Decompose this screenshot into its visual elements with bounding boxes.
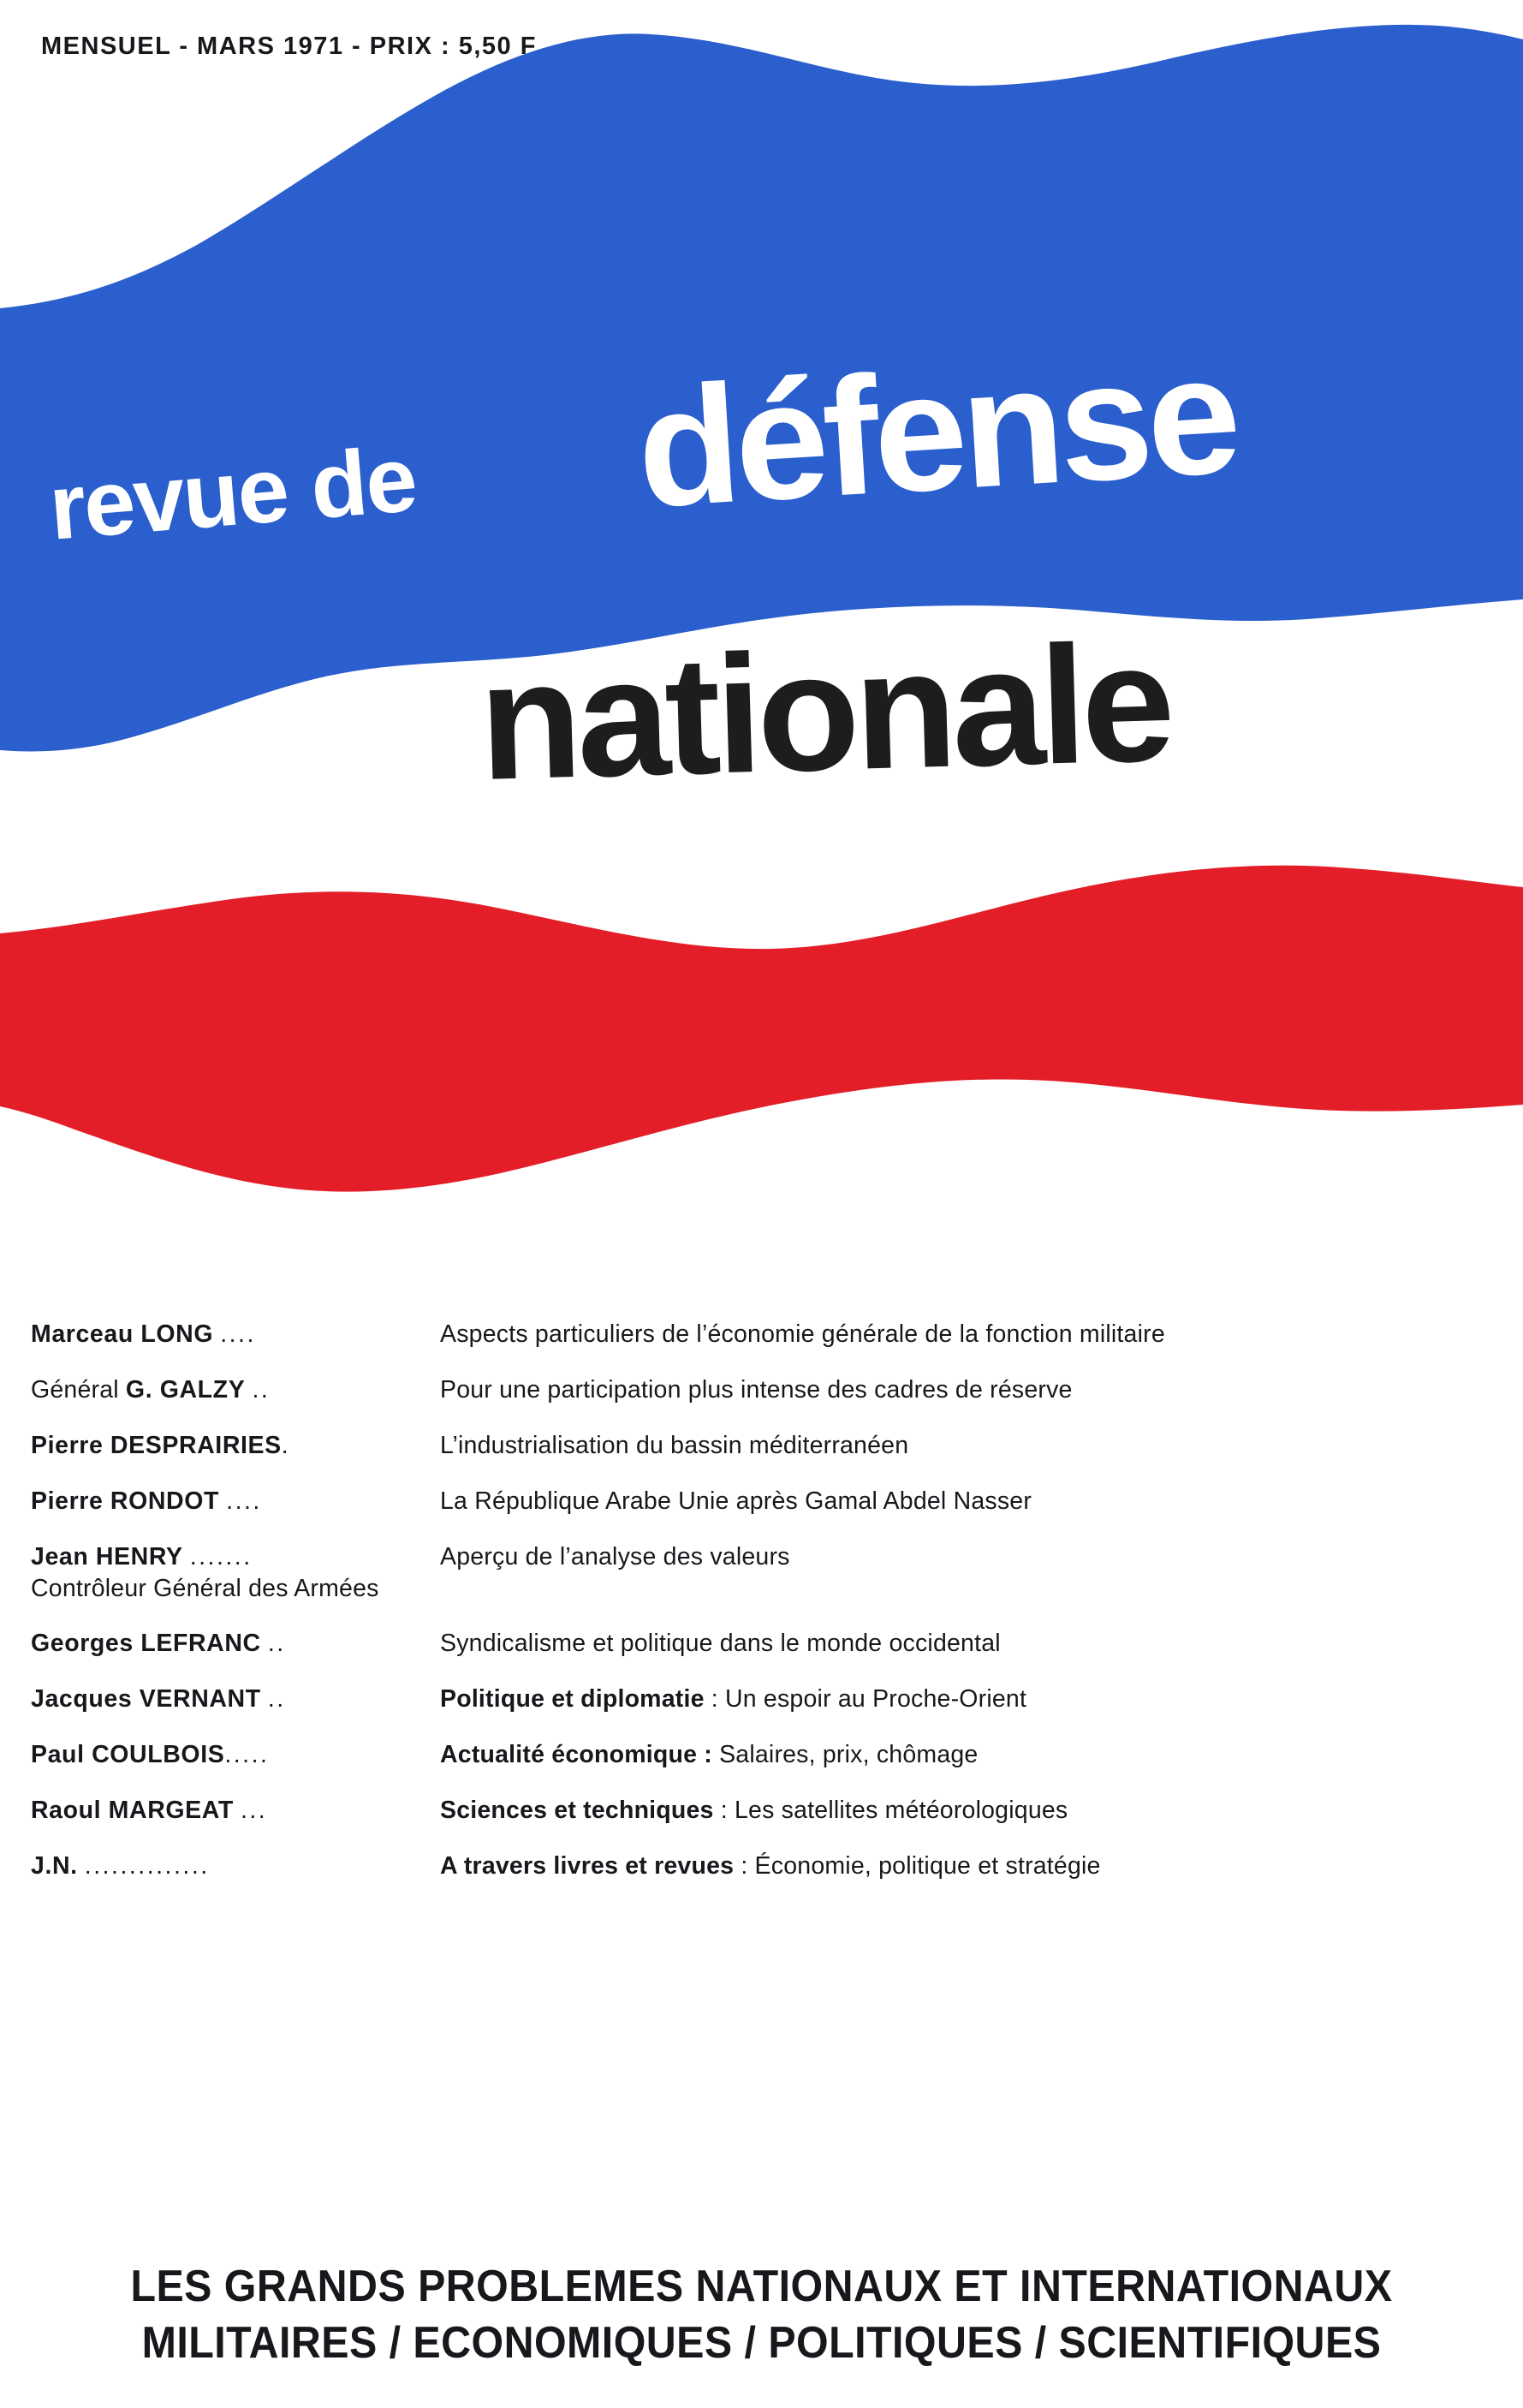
toc-title-lead: Sciences et techniques <box>440 1797 714 1825</box>
toc-author <box>31 1684 440 1714</box>
toc-author-name: Raoul MARGEAT <box>31 1797 234 1825</box>
list-item <box>0 1795 1523 1827</box>
toc-dots: .... <box>226 1487 262 1516</box>
toc-dots: .. <box>252 1376 271 1404</box>
toc-dots: ....... <box>189 1543 253 1571</box>
toc-author-prefix: Général <box>31 1376 126 1404</box>
list-item <box>0 1374 1523 1406</box>
toc-author-name: J.N. <box>31 1852 78 1881</box>
toc-title-lead: Actualité économique : <box>440 1741 712 1769</box>
toc-title-text: : Économie, politique et stratégie <box>734 1852 1101 1881</box>
toc-author <box>31 1739 440 1770</box>
toc-title <box>440 1486 1489 1517</box>
toc-author-name: Jacques VERNANT <box>31 1685 261 1714</box>
toc-author <box>31 1430 440 1461</box>
toc-author-name: Marceau LONG <box>31 1320 214 1348</box>
toc-title-lead: Politique et diplomatie <box>440 1685 705 1714</box>
toc-title <box>440 1319 1489 1350</box>
toc-title-text: Pour une participation plus intense des cadres de réserve <box>440 1376 1073 1404</box>
toc-author-name: Paul COULBOIS <box>31 1741 225 1769</box>
toc-title <box>440 1739 1489 1771</box>
list-item <box>0 1628 1523 1660</box>
toc-author <box>31 1486 440 1517</box>
toc-author <box>31 1851 440 1881</box>
toc-author-name: G. GALZY <box>125 1376 246 1404</box>
toc-dots: .. <box>267 1685 286 1714</box>
footer-strapline <box>0 2258 1523 2372</box>
toc-author <box>31 1795 440 1826</box>
toc-author-name: Jean HENRY <box>31 1543 183 1571</box>
toc-author-name: Pierre DESPRAIRIES <box>31 1432 282 1460</box>
toc-dots: .. <box>267 1630 286 1658</box>
toc-title-text: : Un espoir au Proche-Orient <box>704 1685 1027 1714</box>
toc-title-text: La République Arabe Unie après Gamal Abdel Nasser <box>440 1487 1032 1516</box>
list-item <box>0 1684 1523 1715</box>
footer-line-1: LES GRANDS PROBLEMES NATIONAUX ET INTERNATIONAUX <box>130 2261 1393 2311</box>
toc-author <box>31 1628 440 1659</box>
toc-author-subtitle: Contrôleur Général des Armées <box>31 1574 379 1602</box>
toc-dots: . <box>281 1432 291 1460</box>
toc-title-text: L’industrialisation du bassin méditerranéen <box>440 1432 909 1460</box>
title-word-revue-de: revue de <box>45 426 419 559</box>
toc-title <box>440 1684 1489 1715</box>
toc-title-text: Syndicalisme et politique dans le monde occidental <box>440 1630 1001 1658</box>
footer-line-2: MILITAIRES / ECONOMIQUES / POLITIQUES / SCIENTIFIQUES <box>141 2318 1382 2369</box>
toc-author <box>31 1319 440 1350</box>
toc-author <box>31 1541 440 1604</box>
toc-author <box>31 1374 440 1405</box>
toc-title <box>440 1628 1489 1660</box>
toc-title-text: : Les satellites météorologiques <box>713 1797 1068 1825</box>
toc-title-lead: A travers livres et revues <box>440 1852 735 1881</box>
red-band <box>0 866 1523 1192</box>
toc-title <box>440 1541 1489 1573</box>
toc-title-text: Aperçu de l’analyse des valeurs <box>440 1543 790 1571</box>
list-item <box>0 1541 1523 1604</box>
list-item <box>0 1430 1523 1462</box>
title-word-nationale: nationale <box>476 608 1173 815</box>
list-item <box>0 1739 1523 1771</box>
toc-title <box>440 1430 1489 1462</box>
toc-dots: ..... <box>224 1741 270 1769</box>
title-word-defense: défense <box>632 319 1241 543</box>
issue-line: MENSUEL - MARS 1971 - PRIX : 5,50 F <box>41 33 537 60</box>
toc-title <box>440 1851 1489 1882</box>
list-item <box>0 1851 1523 1882</box>
toc-dots: .............. <box>84 1852 210 1881</box>
contents-list <box>0 1319 1523 1906</box>
toc-dots: ... <box>240 1797 268 1825</box>
toc-title-text: Aspects particuliers de l’économie générale de la fonction militaire <box>440 1320 1165 1348</box>
toc-dots: .... <box>220 1320 256 1348</box>
toc-title <box>440 1374 1489 1406</box>
list-item <box>0 1319 1523 1350</box>
list-item <box>0 1486 1523 1517</box>
toc-author-name: Pierre RONDOT <box>31 1487 220 1516</box>
toc-title <box>440 1795 1489 1827</box>
toc-author-name: Georges LEFRANC <box>31 1630 261 1658</box>
toc-title-text: Salaires, prix, chômage <box>711 1741 979 1769</box>
